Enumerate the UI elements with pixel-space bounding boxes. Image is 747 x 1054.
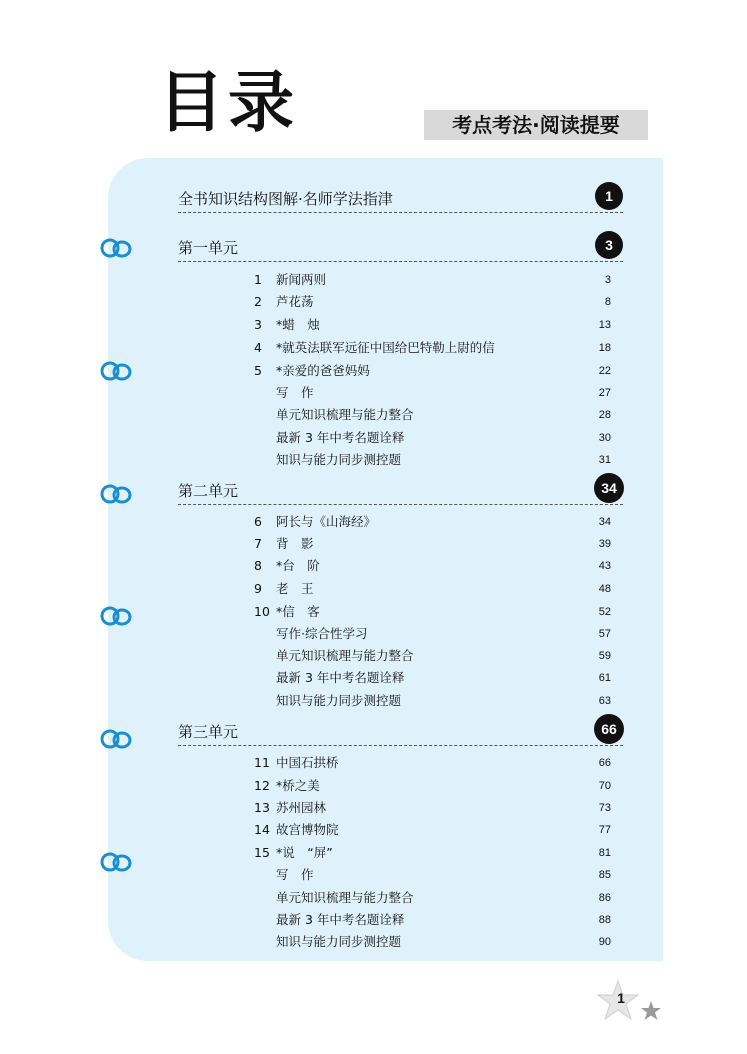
- item-page: 43: [598, 560, 611, 572]
- item-page: 57: [598, 628, 611, 640]
- item-page: 8: [604, 296, 611, 308]
- item-page: 13: [598, 319, 611, 331]
- item-label: 知识与能力同步测控题: [276, 934, 402, 949]
- toc-item[interactable]: [254, 427, 611, 449]
- item-label: 单元知识梳理与能力整合: [276, 648, 414, 663]
- item-label: 写作·综合性学习: [276, 626, 368, 641]
- toc-item[interactable]: [254, 360, 611, 382]
- binder-ring-icon: [99, 605, 135, 627]
- item-page: 27: [598, 387, 611, 399]
- toc-item[interactable]: [254, 601, 611, 623]
- binder-ring-icon: [99, 483, 135, 505]
- item-number: 9: [254, 581, 262, 596]
- item-number: 5: [254, 363, 262, 378]
- item-label: 最新 3 年中考名题诠释: [276, 670, 405, 685]
- toc-item[interactable]: [254, 555, 611, 577]
- item-page: 30: [598, 432, 611, 444]
- item-label: 单元知识梳理与能力整合: [276, 407, 414, 422]
- binder-ring-icon: [99, 237, 135, 259]
- item-label: 芦花荡: [276, 294, 314, 309]
- section-title: 第一单元: [178, 239, 239, 257]
- item-page: 88: [598, 914, 611, 926]
- item-page: 18: [598, 342, 611, 354]
- item-label: *蜡 烛: [276, 317, 320, 332]
- toc-item[interactable]: [254, 690, 611, 712]
- toc-item[interactable]: [254, 511, 611, 533]
- item-number: 12: [254, 778, 270, 793]
- toc-section[interactable]: [178, 235, 623, 262]
- toc-item[interactable]: [254, 404, 611, 426]
- item-label: *亲爱的爸爸妈妈: [276, 363, 370, 378]
- toc-section[interactable]: [178, 186, 623, 213]
- item-page: 77: [598, 824, 611, 836]
- toc-item[interactable]: [254, 449, 611, 471]
- item-page: 59: [598, 650, 611, 662]
- item-label: 知识与能力同步测控题: [276, 452, 402, 467]
- toc-item[interactable]: [254, 337, 611, 359]
- item-page: 81: [598, 847, 611, 859]
- item-page: 73: [598, 802, 611, 814]
- item-page: 63: [598, 695, 611, 707]
- item-label: *信 客: [276, 604, 320, 619]
- item-label: *桥之美: [276, 778, 320, 793]
- toc-item[interactable]: [254, 382, 611, 404]
- star-icon: [640, 1000, 662, 1022]
- page-badge: 34: [594, 473, 624, 503]
- toc-section[interactable]: [178, 719, 623, 746]
- item-number: 6: [254, 514, 262, 529]
- item-label: 最新 3 年中考名题诠释: [276, 912, 405, 927]
- item-label: 故宫博物院: [276, 822, 339, 837]
- item-number: 13: [254, 800, 270, 815]
- section-title: 第二单元: [178, 482, 239, 500]
- item-number: 10: [254, 604, 270, 619]
- item-label: 最新 3 年中考名题诠释: [276, 430, 405, 445]
- item-page: 3: [604, 274, 611, 286]
- toc-item[interactable]: [254, 775, 611, 797]
- toc-item[interactable]: [254, 842, 611, 864]
- item-page: 90: [598, 936, 611, 948]
- page-title: 目录: [158, 64, 298, 141]
- toc-item[interactable]: [254, 533, 611, 555]
- page-subtitle: 考点考法·阅读提要: [424, 110, 648, 140]
- toc-item[interactable]: [254, 578, 611, 600]
- toc-item[interactable]: [254, 752, 611, 774]
- section-title: 第三单元: [178, 723, 239, 741]
- toc-section[interactable]: [178, 478, 623, 505]
- toc-item[interactable]: [254, 667, 611, 689]
- item-label: 写 作: [276, 867, 314, 882]
- item-page: 61: [598, 672, 611, 684]
- item-page: 48: [598, 583, 611, 595]
- item-number: 11: [254, 755, 270, 770]
- toc-item[interactable]: [254, 864, 611, 886]
- item-number: 4: [254, 340, 262, 355]
- item-number: 14: [254, 822, 270, 837]
- page-badge: 3: [595, 231, 623, 259]
- item-number: 2: [254, 294, 262, 309]
- item-label: *说 “屏”: [276, 845, 333, 860]
- toc-item[interactable]: [254, 931, 611, 953]
- item-page: 86: [598, 892, 611, 904]
- item-page: 34: [598, 516, 611, 528]
- page-number: 1: [617, 990, 625, 1006]
- toc-item[interactable]: [254, 269, 611, 291]
- item-page: 66: [598, 757, 611, 769]
- item-number: 7: [254, 536, 262, 551]
- binder-ring-icon: [99, 851, 135, 873]
- item-label: 单元知识梳理与能力整合: [276, 890, 414, 905]
- item-label: 中国石拱桥: [276, 755, 339, 770]
- toc-item[interactable]: [254, 291, 611, 313]
- item-page: 28: [598, 409, 611, 421]
- toc-item[interactable]: [254, 314, 611, 336]
- page-badge: 1: [595, 182, 623, 210]
- item-label: 知识与能力同步测控题: [276, 693, 402, 708]
- item-label: *台 阶: [276, 558, 320, 573]
- section-title: 全书知识结构图解·名师学法指津: [178, 190, 393, 208]
- toc-item[interactable]: [254, 819, 611, 841]
- item-page: 31: [598, 454, 611, 466]
- page-badge: 66: [594, 714, 624, 744]
- binder-ring-icon: [99, 728, 135, 750]
- binder-ring-icon: [99, 360, 135, 382]
- toc-item[interactable]: [254, 887, 611, 909]
- item-number: 3: [254, 317, 262, 332]
- item-label: 新闻两则: [276, 272, 327, 287]
- item-label: 写 作: [276, 385, 314, 400]
- toc-item[interactable]: [254, 623, 611, 645]
- toc-item[interactable]: [254, 797, 611, 819]
- item-page: 22: [598, 365, 611, 377]
- item-page: 85: [598, 869, 611, 881]
- toc-item[interactable]: [254, 909, 611, 931]
- item-label: 背 影: [276, 536, 314, 551]
- item-number: 8: [254, 558, 262, 573]
- item-page: 70: [598, 780, 611, 792]
- item-label: 苏州园林: [276, 800, 327, 815]
- toc-item[interactable]: [254, 645, 611, 667]
- item-label: 老 王: [276, 581, 314, 596]
- item-page: 52: [598, 606, 611, 618]
- item-label: *就英法联军远征中国给巴特勒上尉的信: [276, 340, 495, 355]
- item-page: 39: [598, 538, 611, 550]
- item-number: 1: [254, 272, 262, 287]
- item-number: 15: [254, 845, 270, 860]
- item-label: 阿长与《山海经》: [276, 514, 377, 529]
